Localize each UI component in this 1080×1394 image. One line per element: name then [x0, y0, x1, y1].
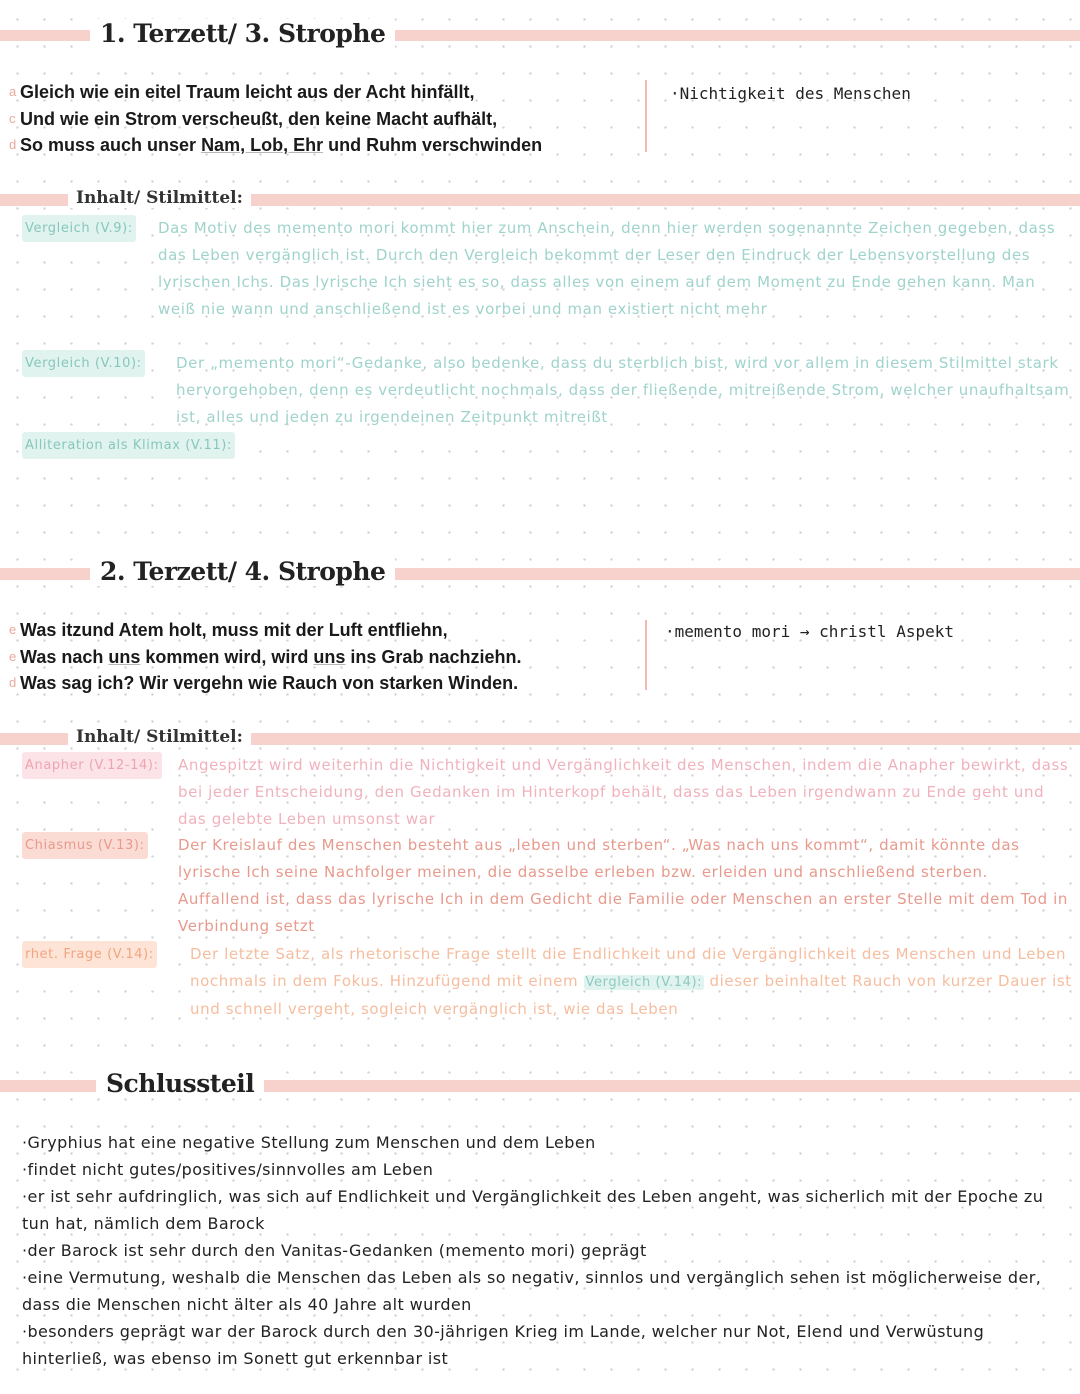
- poem-line: [0, 617, 521, 644]
- underlined-text: uns: [313, 646, 346, 667]
- underlined-text: uns: [108, 646, 141, 667]
- divider-line: [645, 620, 647, 690]
- device-label: Anapher (V.12-14):: [22, 752, 162, 779]
- text-part: ins Grab nachziehn.: [345, 646, 522, 667]
- device-label: Vergleich (V.10):: [22, 350, 145, 377]
- analysis-text: [22, 941, 1072, 1023]
- poem-line-text: [20, 647, 521, 667]
- poem-line-text: [20, 135, 542, 155]
- analysis-text: Der Kreislauf des Menschen besteht aus „leben und sterben“. „Was nach uns kommt“, damit könnte das lyrische Ich seine Nachfolger meinen, die dasselbe erleben bzw. erleiden und anschließend sterben. Auffallend ist, dass das lyrische Ich in dem Gedicht die Familie oder Menschen an erster Stelle mit dem Tod in Verbindung setzt: [178, 836, 1068, 935]
- poem-line-text: Was itzund Atem holt, muss mit der Luft entfliehn,: [20, 620, 448, 640]
- text-part: Was nach: [20, 646, 109, 667]
- poem-line-text: Und wie ein Strom verscheußt, den keine Macht aufhält,: [20, 108, 498, 129]
- list-item: ·findet nicht gutes/positives/sinnvolles am Leben: [22, 1160, 434, 1179]
- poem-line-text: Gleich wie ein eitel Traum leicht aus der Acht hinfällt,: [20, 82, 475, 102]
- conclusion-list: [22, 1129, 1072, 1372]
- poem-stanza-1: [0, 79, 542, 159]
- list-item: ·er ist sehr aufdringlich, was sich auf Endlichkeit und Vergänglichkeit des Leben angeht, was sicherlich mit der Epoche zu tun hat, nämlich dem Barock: [22, 1187, 1044, 1233]
- underlined-text: Nam, Lob, Ehr: [201, 135, 324, 155]
- section1-heading: 1. Terzett/ 3. Strophe: [90, 19, 395, 48]
- divider-line: [645, 80, 647, 152]
- device-label: Alliteration als Klimax (V.11):: [22, 432, 235, 459]
- device-label: Chiasmus (V.13):: [22, 832, 148, 859]
- rhyme-marker: e: [9, 648, 17, 664]
- text-part: Der letzte Satz, als rhetorische Frage stellt die Endlichkeit und die Vergänglichkeit des Menschen und Leben nochmals in dem Fokus. Hinzufügend mit einem: [190, 945, 1067, 990]
- poem-line: [0, 670, 521, 697]
- subheading-1: Inhalt/ Stilmittel:: [68, 188, 251, 208]
- poem-line: [0, 132, 542, 159]
- section2-heading: 2. Terzett/ 4. Strophe: [90, 557, 395, 586]
- rhyme-marker: a: [9, 84, 17, 99]
- poem-line: [0, 106, 542, 133]
- inline-device-label: Vergleich (V.14):: [585, 975, 703, 990]
- text-part: So muss auch unser: [20, 135, 202, 155]
- text-part: und Ruhm verschwinden: [323, 135, 543, 155]
- analysis-item: [22, 215, 1072, 323]
- poem-line: [0, 79, 542, 106]
- poem-stanza-2: [0, 617, 521, 697]
- device-label: Vergleich (V.9):: [22, 215, 136, 242]
- analysis-text: Der „memento mori“-Gedanke, also bedenke, dass du sterblich bist, wird vor allem in diesem Stilmittel stark hervorgehoben, denn es verdeutlicht nochmals, dass der fließende, mitreißende Strom, welcher unaufhaltsam ist, alles und jeden zu irgendeinen Zeitpunkt mitreißt: [176, 354, 1070, 426]
- analysis-text: Das Motiv des memento mori kommt hier zum Anschein, denn hier werden sogenannte Zeichen gegeben, dass das Leben vergänglich ist. Durch den Vergleich bekommt der Leser den Eindruck der Lebensvorstellung des lyrischen Ichs. Das lyrische Ich sieht es so, dass alles von einem auf dem Moment zu Ende gehen kann. Man weiß nie wann und anschließend ist es vorbei und man existiert nicht mehr: [158, 219, 1056, 318]
- list-item: ·Gryphius hat eine negative Stellung zum Menschen und dem Leben: [22, 1133, 596, 1152]
- poem-line-text: Was sag ich? Wir vergehn wie Rauch von starken Winden.: [20, 673, 519, 693]
- margin-note-2: ·memento mori → christl Aspekt: [665, 622, 954, 641]
- rhyme-marker: d: [9, 137, 17, 152]
- margin-note-1: ·Nichtigkeit des Menschen: [670, 84, 911, 103]
- section3-heading: Schlussteil: [96, 1069, 264, 1098]
- analysis-item: [22, 752, 1072, 833]
- list-item: ·eine Vermutung, weshalb die Menschen das Leben als so negativ, sinnlos und vergänglich sehen ist möglicherweise der, dass die Menschen nicht älter als 40 Jahre alt wurden: [22, 1268, 1042, 1314]
- list-item: ·besonders geprägt war der Barock durch den 30-jährigen Krieg im Lande, welcher nur Not, Elend und Verwüstung hinterließ, was ebenso im Sonett gut erkennbar ist: [22, 1322, 985, 1368]
- subheading-2: Inhalt/ Stilmittel:: [68, 727, 251, 747]
- list-item: ·der Barock ist sehr durch den Vanitas-Gedanken (memento mori) geprägt: [22, 1241, 647, 1260]
- analysis-item: [22, 832, 1072, 940]
- analysis-item: [22, 941, 1072, 1023]
- text-part: dieser beinhaltet Rauch von kurzer Dauer ist und schnell vergeht, sogleich vergänglich ist, wie das Leben: [190, 972, 1072, 1018]
- rhyme-marker: e: [9, 622, 17, 637]
- analysis-text: Angespitzt wird weiterhin die Nichtigkeit und Vergänglichkeit des Menschen, indem die Anapher bewirkt, dass bei jeder Entscheidung, den Gedanken im Hinterkopf behält, dass das Leben irgendwann zu Ende geht und das gelebte Leben umsonst war: [178, 756, 1069, 828]
- analysis-item: [22, 350, 1072, 431]
- device-label: rhet. Frage (V.14):: [22, 941, 157, 968]
- rhyme-marker: d: [9, 675, 17, 690]
- poem-line: [0, 644, 521, 671]
- text-part: kommen wird, wird: [140, 646, 314, 667]
- rhyme-marker: c: [9, 110, 16, 126]
